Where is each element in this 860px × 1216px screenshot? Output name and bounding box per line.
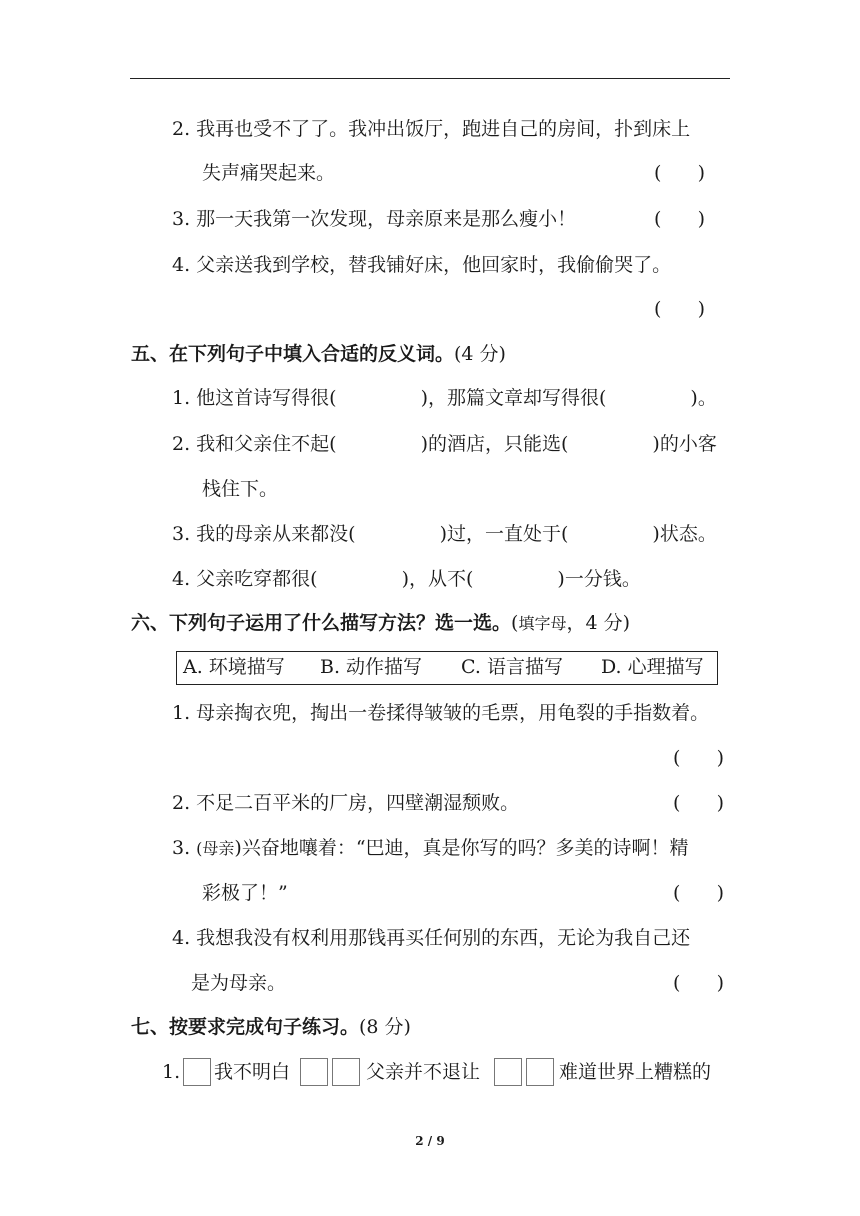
section-6-title: 六、下列句子运用了什么描写方法？选一选。 [131, 612, 512, 634]
answer-paren[interactable]: ( ) [654, 162, 706, 184]
q5-item-1 [172, 386, 717, 410]
q7-item-1-num: 1. [162, 1061, 181, 1083]
q4-item-2-line1: 2. 我再也受不了了。我冲出饭厅，跑进自己的房间，扑到床上 [172, 118, 691, 140]
option-d: D. 心理描写 [601, 656, 704, 678]
punctuation-box[interactable] [183, 1058, 211, 1086]
answer-paren[interactable]: ( ) [654, 208, 706, 230]
q5-item-3-part-a: 3. 我的母亲从来都没( [172, 523, 356, 545]
q5-item-4-part-a: 4. 父亲吃穿都很( [172, 568, 318, 590]
q4-item-2-line2: 失声痛哭起来。 [202, 162, 336, 184]
section-5-heading [131, 342, 506, 366]
q6-item-4: 4. 我想我没有权利用那钱再买任何别的东西，无论为我自己还 [172, 927, 691, 949]
q7-item-1-text-3: 难道世界上糟糕的 [559, 1061, 712, 1083]
section-7-points: (8 分) [359, 1016, 411, 1038]
q4-item-3: 3. 那一天我第一次发现，母亲原来是那么瘦小！ [172, 208, 577, 230]
q5-item-4-part-b: )，从不( [401, 568, 474, 590]
option-a: A. 环境描写 [183, 656, 285, 678]
q6-item-3-line2: 彩极了！” [202, 882, 288, 904]
q5-item-3 [172, 522, 717, 546]
q5-item-3-part-b: )过，一直处于( [439, 523, 569, 545]
q5-item-1-part-a: 1. 他这首诗写得很( [172, 387, 337, 409]
section-6-points-hint: 填字母 [518, 614, 567, 633]
q6-item-3-speaker: (母亲 [196, 839, 235, 858]
section-5-points: (4 分) [454, 343, 506, 365]
q5-item-4 [172, 567, 641, 591]
q5-item-4-part-c: )一分钱。 [557, 568, 641, 590]
section-5-title: 五、在下列句子中填入合适的反义词。 [131, 343, 455, 365]
option-b: B. 动作描写 [320, 656, 423, 678]
answer-paren[interactable]: ( ) [673, 882, 725, 904]
section-7-heading [131, 1015, 411, 1039]
punctuation-box[interactable] [300, 1058, 328, 1086]
q5-item-2-part-b: )的酒店，只能选( [420, 433, 569, 455]
q6-item-3-text: )兴奋地嚷着：“巴迪，真是你写的吗？多美的诗啊！精 [234, 837, 689, 859]
section-6-points: ，4 分) [566, 612, 630, 634]
q5-item-2-line2: 栈住下。 [202, 478, 279, 500]
q5-item-2-part-c: )的小客 [652, 433, 717, 455]
q6-item-2: 2. 不足二百平米的厂房，四壁潮湿颓败。 [172, 792, 520, 814]
q6-item-3 [172, 836, 689, 861]
answer-paren[interactable]: ( ) [673, 792, 725, 814]
q5-item-2 [172, 432, 717, 456]
q6-item-4-line2: 是为母亲。 [191, 972, 287, 994]
option-c: C. 语言描写 [461, 656, 563, 678]
q5-item-1-part-b: )，那篇文章却写得很( [420, 387, 607, 409]
section-6-points-open: ( [511, 612, 519, 634]
q5-item-3-part-c: )状态。 [652, 523, 717, 545]
header-rule [130, 78, 730, 79]
q5-item-1-part-c: )。 [690, 387, 717, 409]
q6-item-1: 1. 母亲掏衣兜，掏出一卷揉得皱皱的毛票，用龟裂的手指数着。 [172, 702, 710, 724]
section-7-title: 七、按要求完成句子练习。 [131, 1016, 360, 1038]
section-6-heading [131, 611, 630, 636]
punctuation-box[interactable] [494, 1058, 522, 1086]
q4-item-4: 4. 父亲送我到学校，替我铺好床，他回家时，我偷偷哭了。 [172, 254, 672, 276]
q6-item-3-num: 3. [172, 837, 197, 859]
answer-paren[interactable]: ( ) [654, 298, 706, 320]
q7-item-1-text-1: 我不明白 [214, 1061, 291, 1083]
punctuation-box[interactable] [526, 1058, 554, 1086]
q5-item-2-part-a: 2. 我和父亲住不起( [172, 433, 337, 455]
options-box [176, 651, 718, 685]
answer-paren[interactable]: ( ) [673, 972, 725, 994]
punctuation-box[interactable] [332, 1058, 360, 1086]
q7-item-1-text-2: 父亲并不退让 [366, 1061, 481, 1083]
answer-paren[interactable]: ( ) [673, 747, 725, 769]
page-number: 2 / 9 [415, 1134, 445, 1148]
